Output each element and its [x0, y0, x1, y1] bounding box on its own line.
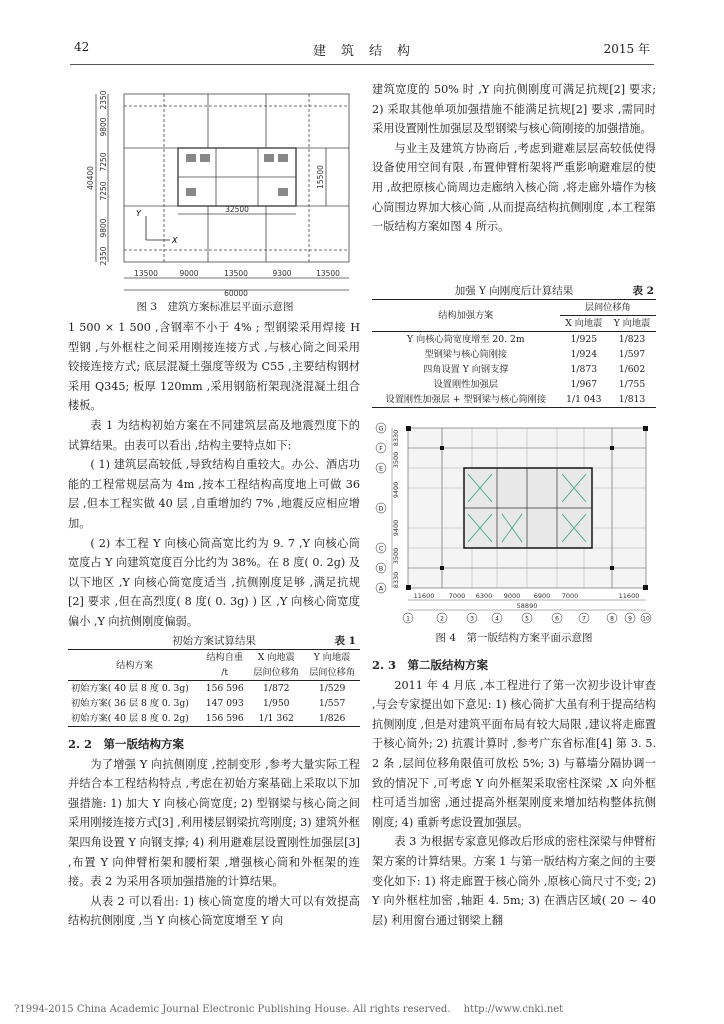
fig3-dim-total-bottom: 60000: [224, 289, 248, 298]
fig4-dim-total-bottom: 58890: [516, 602, 538, 610]
copyright-footer: ?1994-2015 China Academic Journal Electronic Publishing House. All rights reserved. http://www.cnki.net: [14, 1004, 564, 1015]
fig4-dim-bottom: 6300: [475, 592, 493, 600]
fig3-dim-left: 2350: [99, 90, 108, 110]
table-2-block: [372, 283, 656, 408]
fig4-caption: 图 4 第一版结构方案平面示意图: [435, 632, 593, 644]
fig4-row-axis: D: [378, 504, 384, 513]
fig3-dim-left: 9800: [99, 117, 108, 137]
fig4-col-axis: 4: [495, 615, 499, 623]
table-2-label: 表 2: [632, 285, 654, 297]
table-header: Y 向地震: [608, 316, 656, 332]
fig3-dim-left: 2350: [99, 246, 108, 266]
fig3-dim-left: 7250: [99, 181, 108, 201]
fig3-dim-left: 7250: [99, 152, 108, 172]
left-column-top: [68, 318, 360, 632]
fig4-col-axis: 7: [582, 615, 586, 623]
fig4-col-axis: 6: [555, 615, 559, 623]
right-column-top: [372, 80, 656, 237]
table-header: 结构自重: [201, 650, 248, 666]
figure-4: [372, 418, 656, 624]
section-heading: 2. 3 第二版结构方案: [372, 658, 489, 672]
table-header: /t: [201, 665, 248, 681]
fig4-row-axis: E: [378, 464, 384, 473]
fig4-row-axis: G: [378, 424, 384, 433]
fig4-dim-left: 3500: [392, 547, 400, 565]
fig4-col-axis: 9: [628, 615, 632, 623]
fig4-col-axis: 1: [406, 615, 410, 623]
paragraph: ( 1) 建筑层高较低 ,导致结构自重较大。办公、酒店功能的工程常规层高为 4m ,按本工程结构高度地上可做 36 层 ,但本工程实做 40 层 ,自重增加约 7% ,地震反应相应增加。: [68, 458, 360, 530]
fig4-row-axis: F: [379, 444, 383, 453]
paragraph: 表 1 为结构初始方案在不同建筑层高及地震烈度下的试算结果。由表可以看出 ,结构主要特点如下:: [68, 418, 360, 452]
fig4-dim-bottom: 7000: [561, 592, 579, 600]
fig4-dim-bottom: 11600: [618, 592, 640, 600]
fig3-dim-right: 15500: [316, 165, 325, 189]
header-rule: [70, 64, 654, 65]
fig3-dim-left: 9800: [99, 218, 108, 238]
table-header: 层间位移角: [248, 665, 304, 681]
figure-3: [76, 80, 358, 298]
right-column-bottom: [372, 656, 656, 930]
fig4-dim-bottom: 6900: [533, 592, 551, 600]
table-header: 结构加强方案: [372, 300, 560, 332]
section-heading: 2. 2 第一版结构方案: [68, 737, 185, 751]
paragraph: 表 3 为根据专家意见修改后形成的密柱深梁与伸臂桁架方案的计算结果。方案 1 与第一版结构方案之间的主要变化如下: 1) 将走廊置于核心筒外 ,原核心筒尺寸不变; 2) Y 向外框柱加密 ,轴距 4. 5m; 3) 在酒店区域( 20 ~ 40 层) 利用窗台通过钢梁上翻: [372, 835, 656, 927]
fig4-col-axis: 2: [440, 615, 444, 623]
fig3-dim-bottom: 13500: [134, 269, 158, 278]
page-number: 42: [74, 40, 90, 54]
table-header: X 向地震: [248, 650, 304, 666]
fig3-axis-y: Y: [136, 209, 141, 218]
fig3-caption: 图 3 建筑方案标准层平面示意图: [136, 301, 294, 313]
fig4-dim-left: 9400: [392, 519, 400, 537]
table-row: 四角设置 Y 向钢支撑 1/873 1/602: [423, 364, 646, 375]
fig4-row-axis: B: [378, 564, 384, 573]
table-row: Y 向核心筒宽度增至 20. 2m 1/925 1/823: [407, 334, 646, 345]
table-1-title: 初始方案试算结果: [172, 635, 256, 647]
journal-name: 建 筑 结 构: [312, 44, 411, 59]
fig4-row-axis: A: [378, 584, 384, 593]
fig3-dim-core: 32500: [225, 205, 249, 214]
table-header: 层间位移角: [304, 665, 360, 681]
table-row: 设置刚性加强层 + 型钢梁与核心筒刚接 1/1 043 1/813: [372, 392, 656, 408]
paragraph: 建筑宽度的 50% 时 ,Y 向抗侧刚度可满足抗规[2] 要求; 2) 采取其他单项加强措施不能满足抗规[2] 要求 ,需同时采用设置刚性加强层及型钢梁与核心筒刚接的加强措施。: [372, 83, 656, 136]
table-row: 设置刚性加强层 1/967 1/755: [433, 379, 646, 390]
paragraph: 为了增强 Y 向抗侧刚度 ,控制变形 ,参考大量实际工程并结合本工程结构特点 ,考虑在初始方案基础上采取以下加强措施: 1) 加大 Y 向核心筒宽度; 2) 型钢梁与核心筒之间采用刚接连接方式[3] ,利用楼层钢梁抗弯刚度; 3) 建筑外框架四角设置 Y 向钢支撑; 4) 利用避难层设置刚性加强层[3] ,布置 Y 向伸臂桁架和腰桁架 ,增强核心筒和外框架的连接。表 2 为采用各项加强措施的计算结果。: [68, 757, 360, 889]
fig4-col-axis: 8: [610, 615, 614, 623]
year: 2015 年: [603, 42, 650, 56]
fig4-dim-left: 8330: [392, 429, 400, 447]
fig4-dim-left: 3500: [392, 451, 400, 469]
fig4-dim-left: 9400: [392, 481, 400, 499]
table-2: [372, 299, 656, 408]
table-header: X 向地震: [560, 316, 608, 332]
fig3-dim-bottom: 13500: [316, 269, 340, 278]
fig4-dim-bottom: 11600: [413, 592, 435, 600]
table-header: 层间位移角: [560, 300, 656, 316]
fig4-col-axis: 10: [642, 615, 650, 623]
fig3-dim-bottom: 9300: [272, 269, 292, 278]
fig3-axis-x: X: [172, 236, 178, 245]
table-row: 型钢梁与核心筒刚接 1/924 1/597: [424, 349, 646, 360]
table-1: [68, 649, 360, 727]
fig4-col-axis: 3: [470, 615, 474, 623]
left-column-bottom: [68, 735, 360, 931]
paragraph: 与业主及建筑方协商后 ,考虑到避难层层高较低使得设备使用空间有限 ,布置伸臂桁架将严重影响避难层的使用 ,故把原核心筒周边走廊纳入核心筒 ,将走廊外墙作为核心筒围边界加大核心筒 ,从而提高结构抗侧刚度 ,本工程第一版结构方案如图 4 所示。: [372, 141, 656, 234]
table-header: Y 向地震: [304, 650, 360, 666]
fig3-dim-bottom: 13500: [224, 269, 248, 278]
table-1-block: [68, 633, 360, 727]
table-2-title: 加强 Y 向刚度后计算结果: [454, 285, 574, 297]
fig4-dim-left: 8330: [392, 571, 400, 589]
paragraph: ( 2) 本工程 Y 向核心筒高宽比约为 9. 7 ,Y 向核心筒宽度占 Y 向建筑宽度百分比约为 38%。在 8 度( 0. 2g) 及以下地区 ,Y 向核心筒宽度适当 ,抗侧刚度足够 ,满足抗规[2] 要求 ,但在高烈度( 8 度( 0. 3g) ) 区 ,Y 向核心筒宽度偏小 ,Y 向抗侧刚度偏弱。: [68, 536, 360, 628]
table-1-label: 表 1: [334, 635, 356, 647]
paragraph: 2011 年 4 月底 ,本工程进行了第一次初步设计审查 ,与会专家提出如下意见: 1) 核心筒扩大虽有利于提高结构抗侧刚度 ,但是对建筑平面布局有较大局限 ,建议将走廊置于核心筒外; 2) 抗震计算时 ,参考广东省标准[4] 第 3. 5. 2 条 ,层间位移角限值可放松 5%; 3) 与幕墙分隔协调一致的情况下 ,可考虑 Y 向外框架采取密柱深梁 ,X 向外框柱可适当加密 ,通过提高外框架刚度来增加结构整体抗侧刚度; 4) 重新考虑设置加强层。: [372, 678, 656, 829]
paragraph: 1 500 × 1 500 ,含钢率不小于 4% ; 型钢梁采用焊接 H 型钢 ,与外框柱之间采用刚接连接方式 ,与核心筒之间采用铰接连接方式; 底层混凝土强度等级为 C55 ,主要结构钢材采用 Q345; 板厚 120mm ,采用钢筋桁架现浇混凝土组合楼板。: [68, 321, 360, 413]
fig4-dim-bottom: 9000: [503, 592, 521, 600]
table-row: 初始方案( 40 层 8 度 0. 3g) 156 596 1/872 1/529: [71, 683, 346, 694]
fig4-row-axis: C: [378, 544, 384, 553]
fig4-col-axis: 5: [525, 615, 529, 623]
table-row: 初始方案( 40 层 8 度 0. 2g) 156 596 1/1 362 1/826: [68, 711, 360, 727]
fig3-dim-total-left: 40400: [86, 166, 95, 190]
fig4-dim-bottom: 7000: [448, 592, 466, 600]
paragraph: 从表 2 可以看出: 1) 核心筒宽度的增大可以有效提高结构抗侧刚度 ,当 Y 向核心筒宽度增至 Y 向: [68, 894, 360, 928]
table-header: 结构方案: [68, 650, 201, 681]
table-row: 初始方案( 36 层 8 度 0. 3g) 147 093 1/950 1/557: [71, 698, 346, 709]
fig3-dim-bottom: 9000: [179, 269, 199, 278]
